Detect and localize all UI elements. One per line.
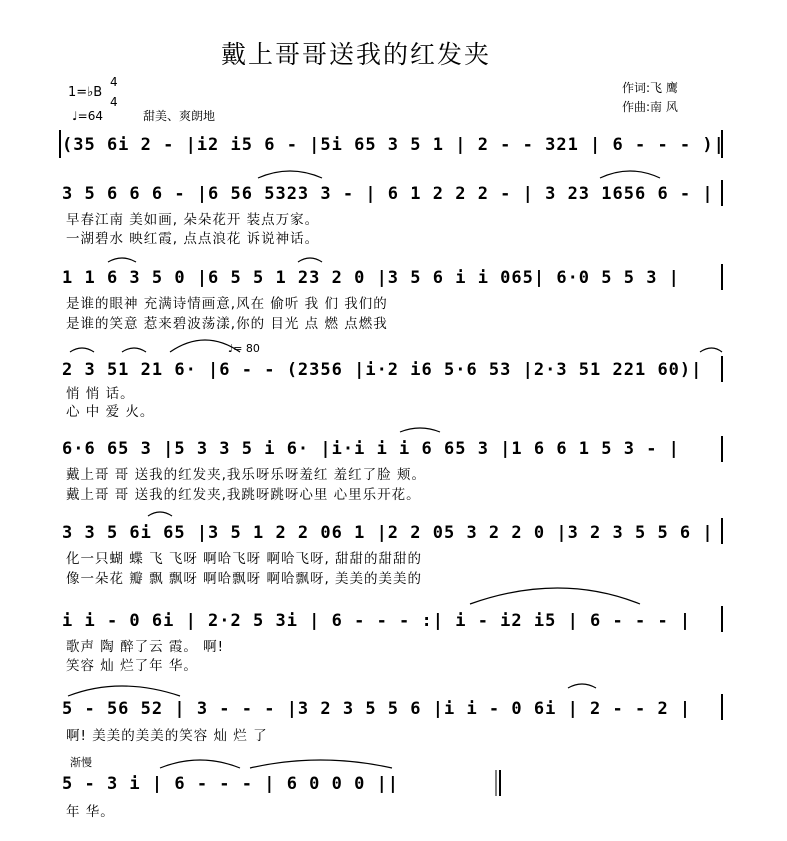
tempo-marking: ♩=64	[72, 109, 103, 123]
composer-credit: 作曲:南 风	[622, 100, 678, 114]
score-row-4-lyrics-verse-1: 悄 悄 话。	[66, 386, 135, 402]
score-row-6-lyrics-verse-2: 像一朵花 瓣 飘 飘呀 啊哈飘呀 啊哈飘呀, 美美的美美的	[66, 571, 423, 587]
score-row-3-lyrics-verse-2: 是谁的笑意 惹来碧波荡漾,你的 目光 点 燃 点燃我	[66, 316, 388, 332]
score-row-1-notes: (35 6i 2 - |i2 i5 6 - |5i 65 3 5 1 | 2 - - 321 | 6 - - - )|	[62, 135, 725, 155]
score-row-4-notes: 2 3 51 21 6· |6 - - (2356 |i·2 i6 5·6 53 |2·3 51 221 60)|	[62, 360, 703, 380]
score-row-5-notes: 6·6 65 3 |5 3 3 5 i 6· |i·i i i 6 65 3 |1 6 6 1 5 3 - |	[62, 439, 680, 459]
score-row-6-lyrics-verse-1: 化一只蝴 蝶 飞 飞呀 啊哈飞呀 啊哈飞呀, 甜甜的甜甜的	[66, 551, 423, 567]
score-row-4-lyrics-verse-2: 心 中 爱 火。	[66, 404, 155, 420]
score-row-5-lyrics-verse-2: 戴上哥 哥 送我的红发夹,我跳呀跳呀心里 心里乐开花。	[66, 487, 421, 503]
expression-marking: 甜美、爽朗地	[143, 109, 216, 123]
score-row-3-notes: 1 1 6 3 5 0 |6 5 5 1 23 2 0 |3 5 6 i i 065| 6·0 5 5 3 |	[62, 268, 680, 288]
score-row-8-notes: 5 - 56 52 | 3 - - - |3 2 3 5 5 6 |i i - 0 6i | 2 - - 2 |	[62, 699, 692, 719]
score-row-5-lyrics-verse-1: 戴上哥 哥 送我的红发夹,我乐呀乐呀羞红 羞红了脸 颊。	[66, 467, 426, 483]
score-row-7-notes: i i - 0 6i | 2·2 5 3i | 6 - - - :| i - i2 i5 | 6 - - - |	[62, 611, 692, 631]
score-row-7-lyrics-verse-1: 歌声 陶 醉了云 霞。 啊!	[66, 639, 225, 655]
song-title: 戴上哥哥送我的红发夹	[221, 40, 492, 69]
score-row-2-lyrics-verse-1: 早春江南 美如画, 朵朵花开 装点万家。	[66, 212, 320, 228]
score-row-6-notes: 3 3 5 6i 65 |3 5 1 2 2 06 1 |2 2 05 3 2 2 0 |3 2 3 5 5 6 |	[62, 523, 714, 543]
score-row-8-lyrics: 啊! 美美的美美的笑容 灿 烂 了	[66, 728, 268, 744]
score-row-9-lyrics: 年 华。	[66, 804, 115, 820]
score-row-2-lyrics-verse-2: 一湖碧水 映红霞, 点点浪花 诉说神话。	[66, 231, 320, 247]
score-row-2-notes: 3 5 6 6 6 - |6 56 5323 3 - | 6 1 2 2 2 - | 3 23 1656 6 - |	[62, 184, 714, 204]
score-row-7-lyrics-verse-2: 笑容 灿 烂了年 华。	[66, 658, 198, 674]
time-signature-bottom: 4	[110, 95, 118, 109]
tempo-change-marking: ♩= 80	[228, 342, 260, 355]
time-signature-top: 4	[110, 75, 118, 89]
ritardando-marking: 渐慢	[70, 756, 92, 769]
score-row-3-lyrics-verse-1: 是谁的眼神 充满诗情画意,风在 偷听 我 们 我们的	[66, 296, 388, 312]
key-signature: 1=♭B	[68, 85, 103, 100]
score-row-9-notes: 5 - 3 i | 6 - - - | 6 0 0 0 ||	[62, 774, 400, 794]
lyricist-credit: 作词:飞 鹰	[622, 81, 678, 95]
